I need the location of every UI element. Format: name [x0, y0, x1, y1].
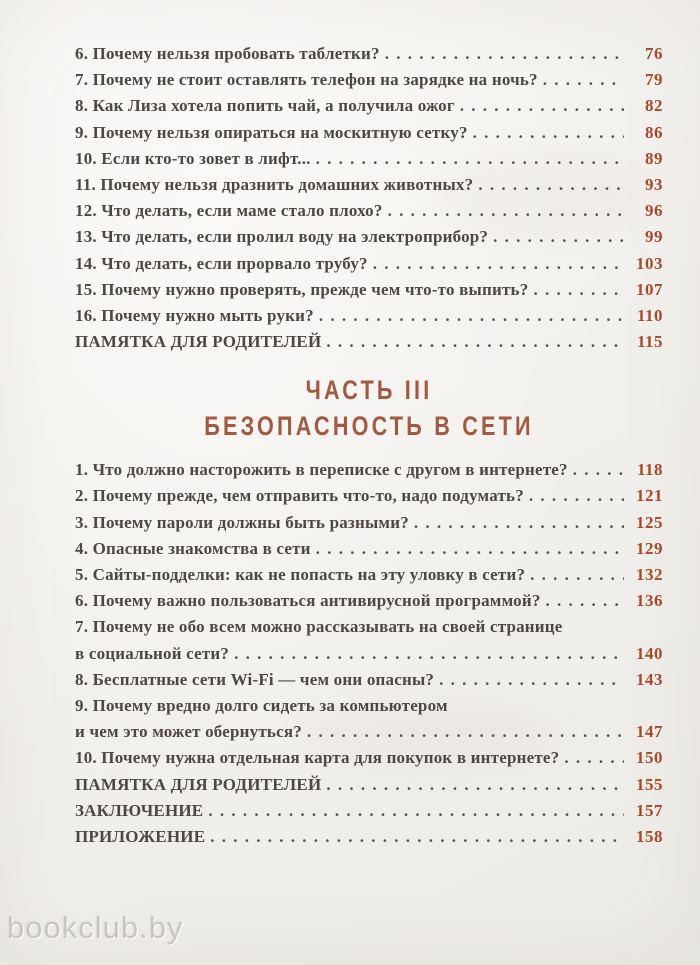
dot-leader: [473, 120, 624, 146]
dot-leader: [529, 483, 624, 509]
toc-entry: [75, 251, 663, 277]
dot-leader: [493, 224, 624, 250]
toc-entry-page: 93: [645, 174, 663, 194]
toc-entry: [75, 172, 663, 198]
toc-entry-title: ПАМЯТКА ДЛЯ РОДИТЕЛЕЙ: [75, 332, 322, 352]
toc-entry-page: 110: [636, 305, 663, 325]
toc-entry-page: 157: [636, 800, 663, 820]
toc-entry-title: 2. Почему прежде, чем отправить что-то, надо подумать?: [75, 486, 524, 506]
toc-entry-page: 82: [645, 96, 663, 116]
toc-entry-title: 3. Почему пароли должны быть разными?: [75, 512, 409, 532]
part3-heading-number: ЧАСТЬ III: [305, 375, 433, 406]
dot-leader: [564, 745, 624, 771]
dot-leader: [573, 457, 624, 483]
toc-entry-page: 150: [636, 748, 663, 768]
toc-entry: [75, 198, 663, 224]
toc-entry-title: 8. Как Лиза хотела попить чай, а получила ожог: [75, 96, 455, 116]
toc-entry-page: 89: [645, 148, 663, 168]
toc-entry: [75, 41, 663, 67]
toc-entry-title: 10. Если кто-то зовет в лифт...: [75, 148, 311, 168]
dot-leader: [530, 562, 624, 588]
toc-entry-title: 6. Почему важно пользоваться антивирусной программой?: [75, 591, 541, 611]
part3-heading: [75, 372, 663, 444]
dot-leader: [326, 329, 624, 355]
dot-leader: [234, 641, 624, 667]
toc-entry-page: 155: [636, 774, 663, 794]
toc-entry-title: ЗАКЛЮЧЕНИЕ: [75, 800, 204, 820]
toc-entry-title: в социальной сети?: [75, 643, 230, 663]
toc-entry: [75, 329, 663, 355]
toc-entry-title: 1. Что должно насторожить в переписке с другом в интернете?: [75, 460, 568, 480]
dot-leader: [543, 67, 624, 93]
toc-entry-line1: [75, 693, 663, 719]
toc-entry-title: 10. Почему нужна отдельная карта для покупок в интернете?: [75, 748, 560, 768]
toc-entry: [75, 824, 663, 850]
dot-leader: [307, 719, 624, 745]
toc-entry: [75, 67, 663, 93]
toc-entry: [75, 120, 663, 146]
toc-entry-page: 76: [645, 44, 663, 63]
toc-entry: [75, 562, 663, 588]
toc-entry: [75, 772, 663, 798]
toc-entry-title: 15. Почему нужно проверять, прежде чем что-то выпить?: [75, 279, 529, 299]
toc-entry-page: 115: [636, 332, 663, 352]
toc-entry-page: 125: [636, 512, 663, 532]
toc-entry-line1: [75, 614, 663, 640]
toc-entry-page: 96: [645, 201, 663, 221]
toc-entry-page: 99: [645, 227, 663, 247]
toc-entry-page: 158: [636, 826, 663, 846]
toc-entry-page: 129: [636, 538, 663, 558]
toc-entry-title: 5. Сайты-подделки: как не попасть на эту уловку в сети?: [75, 565, 526, 584]
toc-entry-line2: [75, 641, 663, 667]
toc-entry: [75, 798, 663, 824]
toc-entry-title: и чем это может обернуться?: [75, 722, 302, 742]
toc-entry-title: 7. Почему не обо всем можно рассказывать на своей странице: [75, 617, 563, 637]
toc-entry-title: 9. Почему вредно долго сидеть за компьютером: [75, 695, 448, 715]
dot-leader: [208, 798, 624, 824]
dot-leader: [439, 667, 624, 693]
toc-entry: [75, 93, 663, 119]
toc-entry-page: 86: [645, 122, 663, 142]
toc-entry-title: 7. Почему не стоит оставлять телефон на зарядке на ночь?: [75, 70, 538, 90]
dot-leader: [385, 41, 624, 67]
toc-entry-page: 107: [636, 279, 663, 299]
toc-entry-page: 79: [645, 70, 663, 90]
toc-entry: [75, 588, 663, 614]
toc-entry-page: 118: [636, 460, 663, 480]
bookclub-watermark: bookclub.by: [7, 910, 184, 945]
toc-entry-title: 11. Почему нельзя дразнить домашних животных?: [75, 174, 474, 194]
dot-leader: [373, 251, 624, 277]
toc-entry-title: 9. Почему нельзя опираться на москитную сетку?: [75, 122, 468, 142]
toc-entry-title: 16. Почему нужно мыть руки?: [75, 305, 314, 325]
toc-entry-page: 143: [636, 669, 663, 689]
toc-entry: [75, 510, 663, 536]
dot-leader: [326, 772, 624, 798]
toc-entry-page: 121: [636, 486, 663, 506]
toc-entry: [75, 277, 663, 303]
toc-entry-title: 4. Опасные знакомства в сети: [75, 538, 311, 558]
toc-entry-page: 136: [636, 591, 663, 611]
dot-leader: [478, 172, 624, 198]
toc-entry-page: 140: [636, 643, 663, 663]
dot-leader: [533, 277, 624, 303]
dot-leader: [460, 93, 624, 119]
dot-leader: [316, 536, 624, 562]
toc-entry: [75, 146, 663, 172]
toc-entry: [75, 536, 663, 562]
dot-leader: [414, 510, 624, 536]
toc-entry: [75, 667, 663, 693]
toc-entry: [75, 303, 663, 329]
toc-entry-page: 103: [636, 253, 663, 273]
toc-entry-page: 132: [636, 565, 663, 584]
dot-leader: [388, 198, 624, 224]
dot-leader: [546, 588, 624, 614]
part3-heading-title: БЕЗОПАСНОСТЬ В СЕТИ: [204, 411, 534, 442]
toc-entry: [75, 457, 663, 483]
toc-entry-line2: [75, 719, 663, 745]
dot-leader: [319, 303, 624, 329]
toc-entry-title: ПРИЛОЖЕНИЕ: [75, 826, 206, 846]
dot-leader: [210, 824, 624, 850]
toc-entry-title: 12. Что делать, если маме стало плохо?: [75, 201, 383, 221]
dot-leader: [316, 146, 624, 172]
toc-entry: [75, 224, 663, 250]
toc-entry: [75, 745, 663, 771]
toc-entry-title: ПАМЯТКА ДЛЯ РОДИТЕЛЕЙ: [75, 774, 322, 794]
toc-entry-title: 14. Что делать, если прорвало трубу?: [75, 253, 368, 273]
table-of-contents: [75, 41, 663, 850]
toc-entry: [75, 483, 663, 509]
toc-entry-title: 13. Что делать, если пролил воду на электроприбор?: [75, 227, 489, 247]
toc-entry-title: 6. Почему нельзя пробовать таблетки?: [75, 44, 380, 63]
toc-entry-title: 8. Бесплатные сети Wi-Fi — чем они опасны?: [75, 669, 435, 689]
toc-entry-page: 147: [636, 722, 663, 742]
